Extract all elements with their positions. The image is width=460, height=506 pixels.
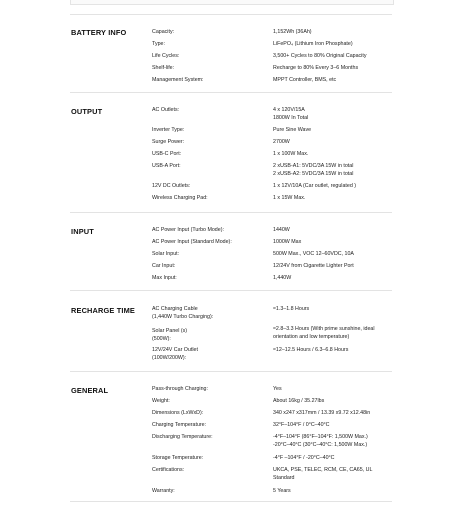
spec-label: Type: bbox=[152, 41, 165, 47]
spec-value: Pure Sine Wave bbox=[273, 127, 312, 133]
spec-label: 12V DC Outlets: bbox=[152, 183, 191, 189]
spec-value: 12/24V from Cigarette Lighter Port bbox=[273, 263, 354, 269]
spec-label: Solar Input: bbox=[152, 251, 180, 257]
spec-value: 500W Max., VOC 12–60VDC, 10A bbox=[273, 251, 354, 257]
spec-label: Life Cycles: bbox=[152, 53, 180, 59]
spec-label: Surge Power: bbox=[152, 139, 185, 145]
spec-value: 1,440W bbox=[273, 275, 292, 281]
spec-value: 3,500+ Cycles to 80% Original Capacity bbox=[273, 53, 367, 59]
spec-label: Inverter Type: bbox=[152, 127, 185, 133]
spec-label: USB-A Port: bbox=[152, 163, 181, 169]
spec-label: AC Power Input (Standard Mode): bbox=[152, 239, 232, 245]
spec-label: Storage Temperature: bbox=[152, 455, 204, 461]
section-title: OUTPUT bbox=[71, 107, 103, 116]
spec-value: LiFePO₄ (Lithium Iron Phosphate) bbox=[273, 41, 353, 47]
spec-label: Solar Panel (s) (500W): bbox=[152, 328, 188, 342]
spec-label: Capacity: bbox=[152, 29, 175, 35]
spec-value: -4°F –104°F / -20°C–40°C bbox=[273, 455, 335, 461]
spec-value: 1 x 100W Max. bbox=[273, 151, 309, 157]
section-recharge-time bbox=[70, 290, 392, 361]
section-output bbox=[70, 92, 392, 201]
section-title: INPUT bbox=[71, 227, 94, 236]
section-general bbox=[70, 371, 392, 494]
spec-value: 32°F–104°F / 0°C–40°C bbox=[273, 422, 330, 428]
spec-label: Certifications: bbox=[152, 467, 185, 473]
spec-value: 1 x 12V/10A (Car outlet, regulated ) bbox=[273, 183, 357, 189]
spec-label: Pass-through Charging: bbox=[152, 386, 208, 392]
spec-label: Management System: bbox=[152, 77, 204, 83]
spec-label: Max Input: bbox=[152, 275, 177, 281]
section-input bbox=[70, 212, 392, 281]
section-title: GENERAL bbox=[71, 386, 109, 395]
spec-value: -4°F–104°F (86°F–104°F: 1,500W Max.) -20°C–40°C (30°C–40°C: 1,500W Max.) bbox=[273, 434, 368, 448]
spec-value: Yes bbox=[273, 386, 282, 392]
spec-label: USB-C Port: bbox=[152, 151, 182, 157]
spec-label: Shelf-life: bbox=[152, 65, 175, 71]
spec-label: AC Charging Cable (1,440W Turbo Charging): bbox=[152, 306, 214, 320]
spec-label: 12V/24V Car Outlet (100W/200W): bbox=[152, 347, 198, 361]
spec-value: Recharge to 80% Every 3–6 Months bbox=[273, 65, 359, 71]
spec-value: 1440W bbox=[273, 227, 290, 233]
spec-value: 1 x 15W Max. bbox=[273, 195, 306, 201]
spec-value: 2700W bbox=[273, 139, 290, 145]
spec-value: 340 x247 x317mm / 13.39 x9.72 x12.48in bbox=[273, 410, 371, 416]
spec-value: 4 x 120V/15A 1800W In Total bbox=[273, 107, 309, 121]
spec-value: 1,152Wh (36Ah) bbox=[273, 29, 312, 35]
spec-value: ≈1.3–1.8 Hours bbox=[273, 306, 310, 312]
spec-table bbox=[70, 0, 392, 506]
spec-label: Warranty: bbox=[152, 488, 175, 494]
spec-value: 2 xUSB-A1: 5VDC/3A 15W in total 2 xUSB-A2: 5VDC/3A 15W in total bbox=[273, 163, 354, 177]
spec-value: About 16kg / 35.27lbs bbox=[273, 398, 325, 404]
section-battery-info bbox=[70, 14, 392, 83]
spec-value: ≈12–12.5 Hours / 6.3–6.8 Hours bbox=[273, 347, 349, 353]
spec-label: AC Power Input (Turbo Mode): bbox=[152, 227, 224, 233]
section-title: BATTERY INFO bbox=[71, 28, 127, 37]
top-container-edge bbox=[70, 0, 394, 5]
section-title: RECHARGE TIME bbox=[71, 306, 135, 315]
spec-value: MPPT Controller, BMS, etc bbox=[273, 77, 337, 83]
spec-label: AC Outlets: bbox=[152, 107, 180, 113]
spec-label: Dimensions (LxWxD): bbox=[152, 410, 204, 416]
spec-value: 5 Years bbox=[273, 488, 291, 494]
spec-value: UKCA, PSE, TELEC, RCM, CE, CA65, UL Standard bbox=[273, 467, 373, 481]
spec-label: Weight: bbox=[152, 398, 170, 404]
spec-label: Car Input: bbox=[152, 263, 176, 269]
spec-label: Discharging Temperature: bbox=[152, 434, 213, 440]
spec-value: 1000W Max bbox=[273, 239, 302, 245]
spec-label: Wireless Charging Pad: bbox=[152, 195, 208, 201]
divider bbox=[70, 501, 392, 502]
spec-value: ≈2.8–3.3 Hours (With prime sunshine, ideal orientation and low temperature) bbox=[273, 326, 375, 340]
spec-label: Charging Temperature: bbox=[152, 422, 207, 428]
